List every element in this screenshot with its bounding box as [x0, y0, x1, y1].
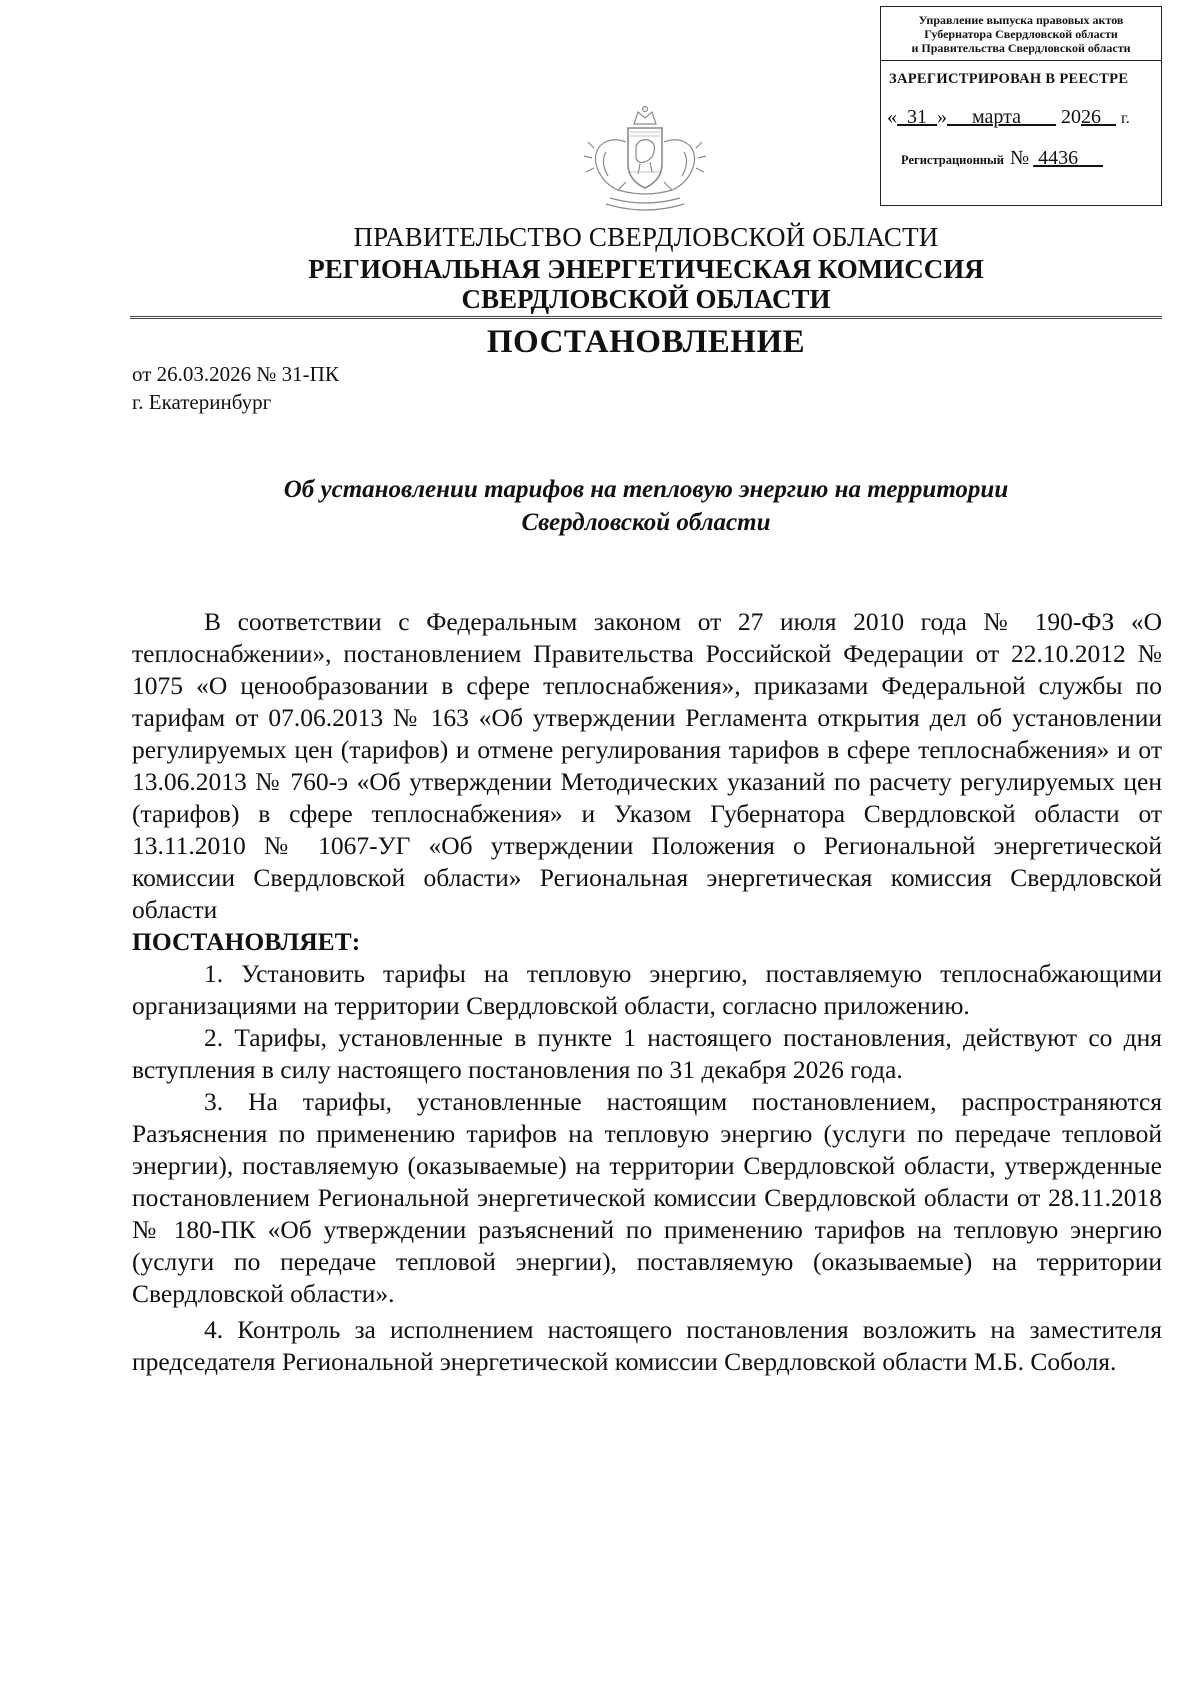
document-type: ПОСТАНОВЛЕНИЕ — [486, 324, 806, 360]
stamp-year-prefix: 20 — [1061, 106, 1081, 128]
document-date-number: от 26.03.2026 № 31-ПК — [132, 362, 339, 386]
stamp-header — [881, 7, 1161, 61]
document-body — [132, 606, 1162, 1378]
preamble-paragraph: В соответствии с Федеральным законом от 27 июля 2010 года № 190-ФЗ «О теплоснабжении», постановлением Правительства Российской Федерации от 22.10.2012 № 1075 «О ценообразовании в сфере теплоснабжения», приказами Федеральной службы по тарифам от 07.06.2013 № 163 «Об утверждении Регламента открытия дел об установлении регулируемых цен (тарифов) и отмене регулирования тарифов в сфере теплоснабжения» и от 13.06.2013 № 760-э «Об утверждении Методических указаний по расчету регулируемых цен (тарифов) в сфере теплоснабжения» и Указом Губернатора Свердловской области от 13.11.2010 № 1067-УГ «Об утверждении Положения о Региональной энергетической комиссии Свердловской области» Региональная энергетическая комиссия Свердловской области — [132, 607, 1162, 924]
document-city: г. Екатеринбург — [132, 390, 272, 414]
government-name: ПРАВИТЕЛЬСТВО СВЕРДЛОВСКОЙ ОБЛАСТИ — [353, 222, 939, 252]
header-divider — [130, 316, 1162, 319]
clause-3: 3. На тарифы, установленные настоящим постановлением, распространяются Разъяснения по применению тарифов на тепловую энергию (услуги по передаче тепловой энергии), поставляемую (оказываемые) на территории Свердловской области, утвержденные постановлением Региональной энергетической комиссии Свердловской области от 28.11.2018 № 180-ПК «Об утверждении разъяснений по применению тарифов на тепловую энергию (услуги по передаче тепловой энергии), поставляемую (оказываемые) на территории Свердловской области». — [132, 1087, 1162, 1308]
stamp-day: 31 — [907, 106, 927, 128]
stamp-month: марта — [972, 106, 1021, 128]
stamp-no-sign: № — [1009, 147, 1030, 169]
document-title-line2: Свердловской области — [521, 509, 771, 536]
stamp-registration-date: « 31 » марта 2026 г. — [887, 106, 1130, 128]
commission-name-line1: РЕГИОНАЛЬНАЯ ЭНЕРГЕТИЧЕСКАЯ КОМИССИЯ — [308, 254, 984, 284]
stamp-registration-number — [881, 129, 1161, 170]
commission-name-line2: СВЕРДЛОВСКОЙ ОБЛАСТИ — [461, 284, 831, 314]
stamp-year-unit: г. — [1121, 110, 1130, 127]
stamp-reg-label: Регистрационный — [901, 153, 1004, 167]
stamp-header-line: Губернатора Свердловской области — [924, 27, 1118, 41]
stamp-header-line: Управление выпуска правовых актов — [918, 13, 1124, 27]
resolves-heading: ПОСТАНОВЛЯЕТ: — [132, 927, 361, 956]
stamp-registered-label: ЗАРЕГИСТРИРОВАН В РЕЕСТРЕ — [889, 71, 1129, 87]
clause-2: 2. Тарифы, установленные в пункте 1 настоящего постановления, действуют со дня вступления в силу настоящего постановления по 31 декабря 2026 года. — [132, 1023, 1162, 1084]
stamp-reg-number: 4436 — [1038, 147, 1079, 169]
clause-1: 1. Установить тарифы на тепловую энергию, поставляемую теплоснабжающими организациями на территории Свердловской области, согласно приложению. — [132, 959, 1162, 1020]
document-title — [130, 473, 1162, 539]
registry-stamp — [880, 6, 1162, 206]
document-title-line1: Об установлении тарифов на тепловую энергию на территории — [283, 476, 1009, 503]
stamp-year-suffix: 26 — [1081, 106, 1101, 128]
stamp-header-line: и Правительства Свердловской области — [911, 41, 1131, 55]
coat-of-arms-icon — [570, 102, 720, 222]
clause-4: 4. Контроль за исполнением настоящего постановления возложить на заместителя председателя Региональной энергетической комиссии Свердловской области М.Б. Соболя. — [132, 1315, 1162, 1376]
